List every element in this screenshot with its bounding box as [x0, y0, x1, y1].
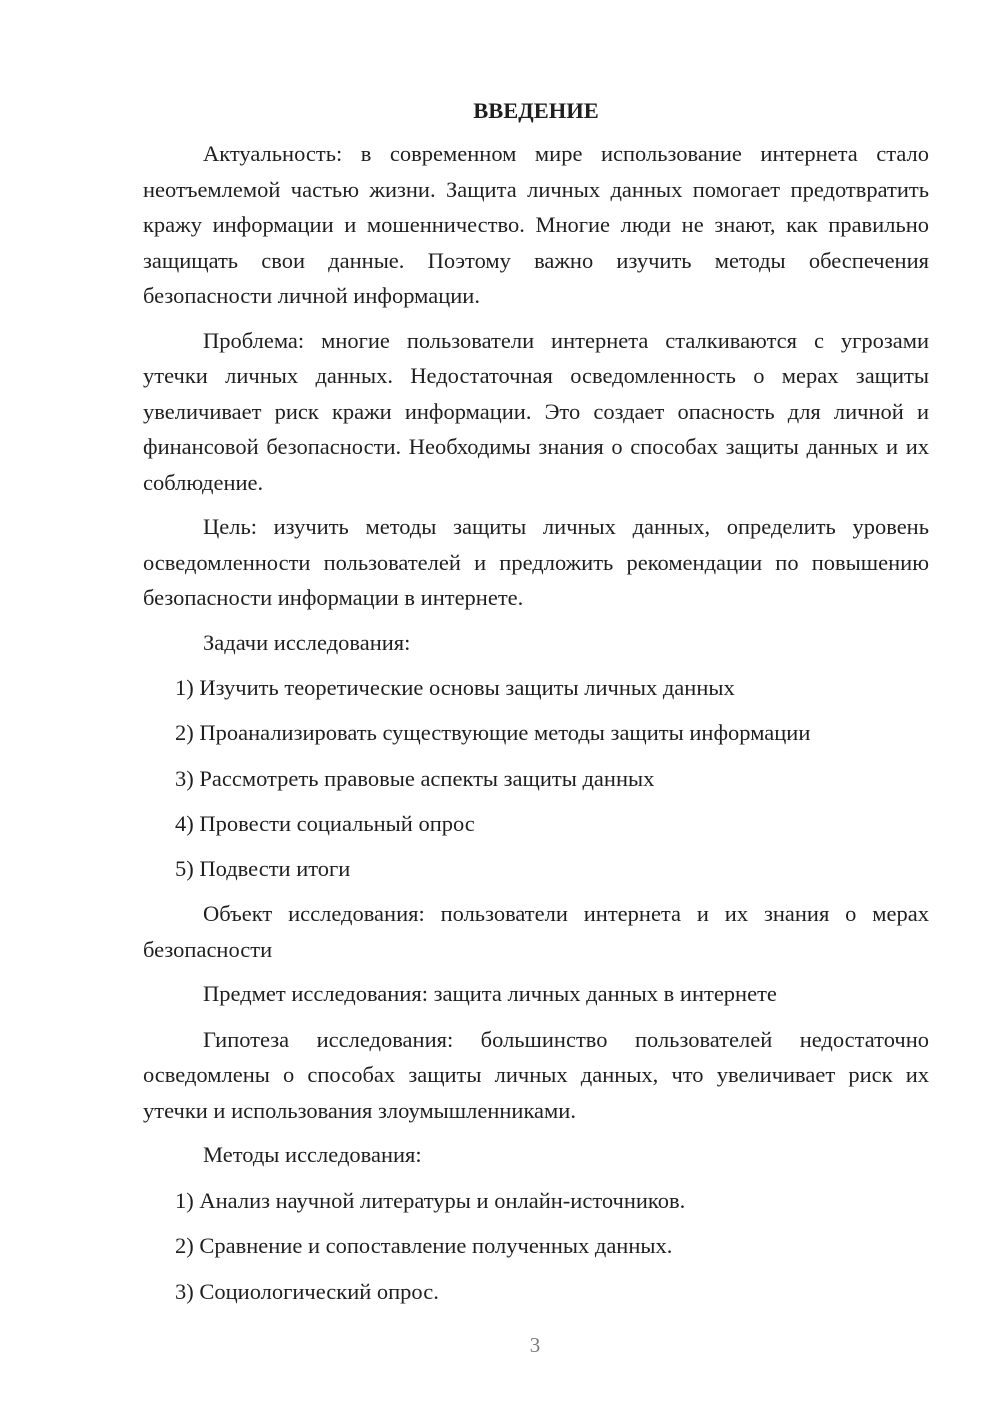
- task-item-5: 5) Подвести итоги: [175, 856, 351, 882]
- task-item-3: 3) Рассмотреть правовые аспекты защиты данных: [175, 765, 655, 791]
- tasks-list: [143, 670, 929, 887]
- method-item-1: 1) Анализ научной литературы и онлайн-источников.: [175, 1187, 686, 1213]
- task-item-1: 1) Изучить теоретические основы защиты личных данных: [175, 675, 735, 700]
- problem-paragraph: Проблема: многие пользователи интернета сталкиваются с угрозами утечки личных данных. Недостаточная осведомленность о мерах защиты увеличивает риск кражи информации. Это создает опасность для личной и финансовой безопасности. Необходимы знания о способах защиты данных и их соблюдение.: [143, 327, 929, 495]
- task-item-4: 4) Провести социальный опрос: [175, 810, 475, 836]
- page-number: 3: [529, 1333, 541, 1357]
- subject-paragraph: Предмет исследования: защита личных данных в интернете: [203, 981, 777, 1007]
- section-heading: ВВЕДЕНИЕ: [473, 98, 599, 123]
- task-item-2: 2) Проанализировать существующие методы защиты информации: [175, 720, 811, 746]
- method-item-2: 2) Сравнение и сопоставление полученных данных.: [175, 1233, 673, 1259]
- methods-list: [143, 1183, 929, 1309]
- relevance-paragraph: Актуальность: в современном мире использование интернета стало неотъемлемой частью жизни. Защита личных данных помогает предотвратить кражу информации и мошенничество. Многие люди не знают, как правильно защищать свои данные. Поэтому важно изучить методы обеспечения безопасности личной информации.: [143, 141, 929, 308]
- object-paragraph: Объект исследования: пользователи интернета и их знания о мерах безопасности: [143, 901, 929, 962]
- methods-title: Методы исследования:: [203, 1142, 422, 1168]
- goal-paragraph: Цель: изучить методы защиты личных данных, определить уровень осведомленности пользователей и предложить рекомендации по повышению безопасности информации в интернете.: [143, 514, 929, 610]
- method-item-3: 3) Социологический опрос.: [175, 1278, 439, 1304]
- page-content: [143, 96, 929, 1319]
- hypothesis-paragraph: Гипотеза исследования: большинство пользователей недостаточно осведомлены о способах защиты личных данных, что увеличивает риск их утечки и использования злоумышленниками.: [143, 1026, 929, 1123]
- tasks-title: Задачи исследования:: [203, 629, 411, 655]
